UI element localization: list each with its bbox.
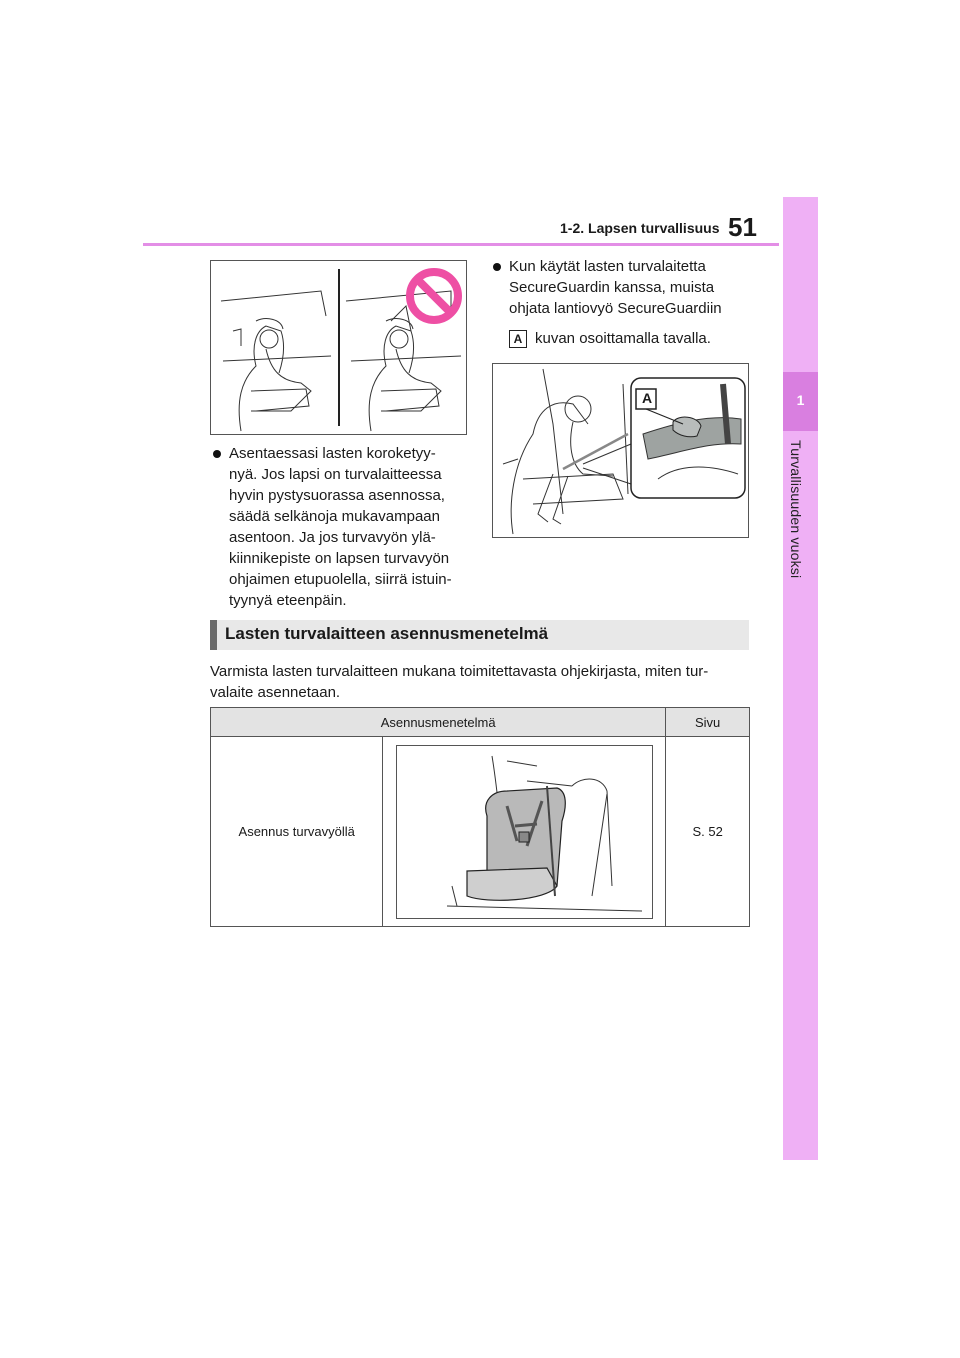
secureguard-drawing (493, 364, 748, 537)
section-heading-bar (210, 620, 217, 650)
bullet-secureguard (493, 256, 753, 349)
section-title: 1-2. Lapsen turvallisuus (560, 220, 720, 236)
section-paragraph: Varmista lasten turvalaitteen mukana toimitettavasta ohjekirjasta, miten tur- valaite asennetaan. (210, 663, 709, 701)
booster-seat-illustration (210, 260, 467, 435)
table-row (211, 737, 750, 927)
table-cell-page: S. 52 (666, 737, 750, 927)
table-header-method: Asennusmenetelmä (211, 708, 666, 737)
bullet-continuation (509, 328, 753, 349)
callout-label-a: A (641, 390, 653, 406)
bullet-text: Kun käytät lasten turvalaitetta SecureGuardin kanssa, muista ohjata lantiovyö SecureGuardiin (509, 258, 722, 317)
bullet-dot-icon (493, 263, 501, 271)
section-heading (210, 620, 749, 650)
booster-seat-drawing (211, 261, 466, 434)
seatbelt-installation-drawing (397, 746, 652, 918)
secureguard-illustration (492, 363, 749, 538)
seatbelt-installation-illustration (396, 745, 653, 919)
chapter-number: 1 (796, 392, 805, 408)
section-heading-text: Lasten turvalaitteen asennusmenetelmä (225, 624, 549, 643)
table-cell-method: Asennus turvavyöllä (211, 737, 383, 927)
bullet-dot-icon (213, 450, 221, 458)
table-cell-image (383, 737, 666, 927)
table-header-page: Sivu (666, 708, 750, 737)
page-number: 51 (728, 212, 757, 242)
bullet-text: Asentaessasi lasten koroketyy- nyä. Jos lapsi on turvalaitteessa hyvin pystysuorassa asennossa, säädä selkänoja mukavampaan asentoon. Ja jos turvavyön ylä- kiinnikepiste on lapsen turvavyön ohjaimen etupuolella, siirrä istuin- tyynyä eteenpäin. (229, 445, 452, 609)
bullet-continuation-text: kuvan osoittamalla tavalla. (535, 330, 711, 347)
header-rule (143, 243, 779, 246)
table-header-row (211, 708, 750, 737)
chapter-tab (783, 197, 818, 1160)
chapter-label: Turvallisuuden vuoksi (788, 440, 804, 579)
label-a-icon: A (509, 330, 527, 348)
installation-methods-table (210, 707, 750, 927)
bullet-booster-cushion (213, 443, 468, 611)
